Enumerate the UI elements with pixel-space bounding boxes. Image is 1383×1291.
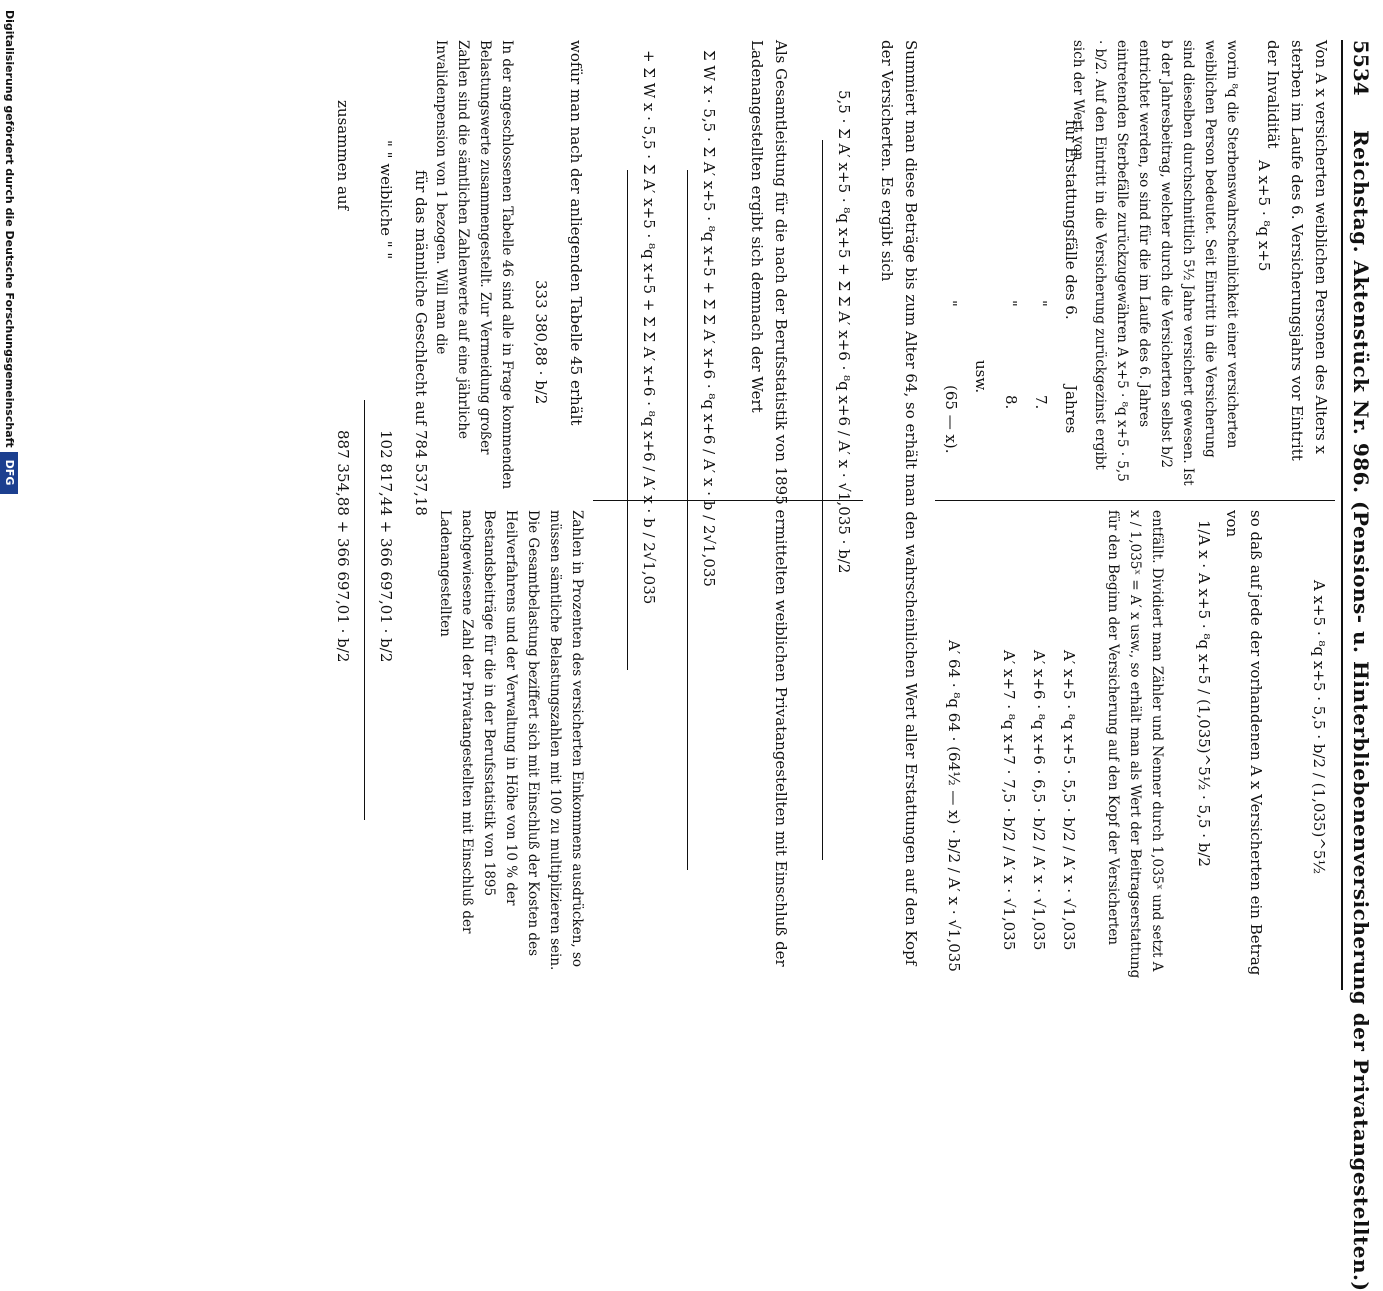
formula-2-fraction-rule <box>687 170 688 870</box>
formula-total-2: + Σ W x · 5,5 · Σ A′ x+5 · ⁸q x+5 + Σ Σ A′ x+6 · ⁸q x+6 / A′ x · b / 2√1,035 <box>640 50 658 605</box>
page-header <box>1345 30 1375 1291</box>
formula-1-fraction-rule <box>822 140 823 860</box>
right-eq-last: A′ 64 · ⁸q 64 · (64½ — x) · b/2 / A′ x · √1,035 <box>945 640 963 972</box>
right-formula-1: 1/A x · A x+5 · ⁸q x+5 / (1,035)^5½ · 5,5 · b/2 <box>1195 520 1213 867</box>
table-45-para: wofür man nach der anliegenden Tabelle 45 erhält <box>567 40 585 426</box>
total-female-value: 102 817,44 + 366 697,01 · b/2 <box>377 430 395 663</box>
table-46-para: In der angeschlossenen Tabelle 46 sind alle in Frage kommenden Belastungswerte zusammengestellt. Zur Vermeidung großer Zahlen sind die sämtlichen Zahlenwerte auf eine jährliche Invalidenpension von 1 bezogen. Will man die <box>433 40 515 490</box>
formula-3-fraction-rule <box>627 170 628 670</box>
case-year-8: 8. <box>1002 395 1020 410</box>
case-label-7: " <box>1032 300 1050 307</box>
total-sum-value: 887 354,88 + 366 697,01 · b/2 <box>334 430 352 663</box>
summation-para: Summiert man diese Beträge bis zum Alter 64, so erhält man den wahrscheinlichen Wert aller Erstattungen auf den Kopf der Versicherten. Es ergibt sich <box>878 40 920 966</box>
case-label-8: " <box>1002 300 1020 307</box>
total-female-label: " " weibliche " " <box>377 140 395 260</box>
case-label-last: " <box>942 300 960 307</box>
right-para-2: entfällt. Dividiert man Zähler und Nenner durch 1,035ˣ und setzt A x / 1,035ˣ = A′ x usw., so erhält man als Wert der Beitragserstattung für den Beginn der Versicherung auf den Kopf der Versicherten <box>1105 510 1165 979</box>
left-para-2: worin ⁸q die Sterbenswahrscheinlichkeit einer versicherten weiblichen Person bedeutet. Seit Eintritt in die Versicherung sind dieselben durchschnittlich 5½ Jahre versichert gewesen. Ist b der Jahresbeitrag, welcher durch die Versicherten selbst b/2 entrichtet werden, so sind für die im Laufe des 6. Jahres eintretenden Sterbefälle zurückzugewähren A x+5 · ⁸q x+5 · 5,5 · b/2. Auf den Eintritt in die Versicherung zurückgezinst ergibt sich der Wert von <box>1070 40 1240 486</box>
right-eq-8: A′ x+7 · ⁸q x+7 · 7,5 · b/2 / A′ x · √1,035 <box>1000 650 1018 951</box>
total-male-value: 784 537,18 <box>412 430 430 516</box>
formula-expected-refund: 5,5 · Σ A′ x+5 · ⁸q x+5 + Σ Σ A′ x+6 · ⁸q x+6 / A′ x · √1,035 · b/2 <box>835 90 853 574</box>
right-para-1: so daß auf jede der vorhandenen A x Versicherten ein Betrag von <box>1223 510 1265 976</box>
table-45-value: 333 380,88 · b/2 <box>532 280 550 405</box>
case-year-6: Jahres <box>1062 385 1080 434</box>
percent-para: Zahlen in Prozenten des versicherten Einkommens ausdrücken, so müssen sämtliche Belastungszahlen mit 100 zu multiplizieren sein. Die Gesamtbelastung beziffert sich mit Einschluß der Kosten des Heilverfahrens und der Verwaltung in Höhe von 10 % der Bestandsbeiträge für die in der Berufsstatistik von 1895 nachgewiesene Zahl der Privatangestellten mit Einschluß der Ladenangestellten <box>437 510 585 971</box>
right-eq-6: A′ x+5 · ⁸q x+5 · 5,5 · b/2 / A′ x · √1,035 <box>1060 650 1078 951</box>
digitization-footer <box>0 10 18 494</box>
total-performance-para: Als Gesamtleistung für die nach der Berufsstatistik von 1895 ermittelten weiblichen Privatangestellten mit Einschluß der Ladenangestellten ergibt sich demnach der Wert <box>748 40 790 967</box>
totals-sum-rule <box>364 400 365 820</box>
case-year-7: 7. <box>1032 395 1050 410</box>
right-eq-7: A′ x+6 · ⁸q x+6 · 6,5 · b/2 / A′ x · √1,035 <box>1030 650 1048 951</box>
header-rule <box>1341 40 1343 990</box>
case-label-6: für Erstattungsfälle des 6. <box>1062 120 1080 320</box>
column-divider-top <box>935 500 1335 501</box>
left-para-1: Von A x versicherten weiblichen Personen des Alters x sterben im Laufe des 6. Versicherungsjahrs vor Eintritt der Invalidität <box>1264 40 1330 461</box>
right-top-formula: A x+5 · ⁸q x+5 · 5,5 · b/2 / (1,035)^5½ <box>1310 580 1328 874</box>
case-year-last: (65 — x). <box>942 385 960 454</box>
dfg-logo: DFG <box>0 452 18 494</box>
left-formula-1: A x+5 · ⁸q x+5 <box>1255 160 1273 272</box>
page-number: 5534 <box>1349 40 1373 96</box>
case-usw: usw. <box>972 360 990 394</box>
total-sum-label: zusammen auf <box>334 100 352 211</box>
total-male-label: für das männliche Geschlecht auf <box>412 170 430 426</box>
footer-text: Digitalisierung gefördert durch die Deutsche Forschungsgemeinschaft <box>3 10 16 448</box>
formula-total-1: Σ W x · 5,5 · Σ A′ x+5 · ⁸q x+5 + Σ Σ A′ x+6 · ⁸q x+6 / A′ x · b / 2√1,035 <box>700 50 718 587</box>
page-title: Reichstag. Aktenstück Nr. 986. (Pensions- u. Hinterbliebenenversicherung der Privatangestellten.) <box>1349 130 1373 1291</box>
